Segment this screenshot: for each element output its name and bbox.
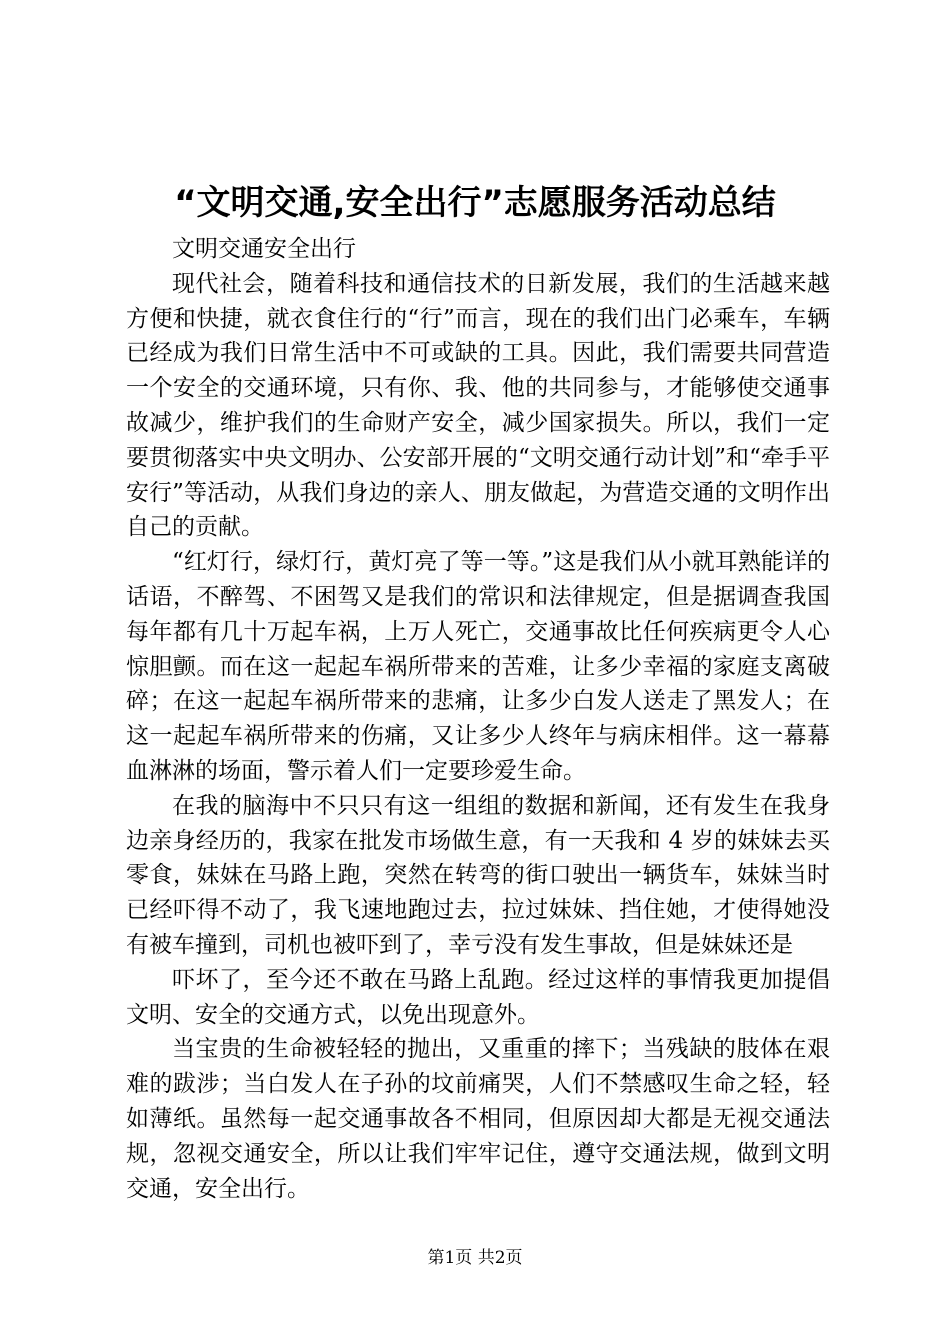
paragraph: “红灯行，绿灯行，黄灯亮了等一等。”这是我们从小就耳熟能详的话语，不醉驾、不困驾又是我们的常识和法律规定，但是据调查我国每年都有几十万起车祸，上万人死亡，交通事故比任何疾病更令人心惊胆颤。而在这一起起车祸所带来的苦难，让多少幸福的家庭支离破碎；在这一起起车祸所带来的悲痛，让多少白发人送走了黑发人；在这一起起车祸所带来的伤痛，又让多少人终年与病床相伴。这一幕幕血淋淋的场面，警示着人们一定要珍爱生命。 — [126, 549, 830, 784]
paragraph: 现代社会，随着科技和通信技术的日新发展，我们的生活越来越方便和快捷，就衣食住行的“行”而言，现在的我们出门必乘车，车辆已经成为我们日常生活中不可或缺的工具。因此，我们需要共同营造一个安全的交通环境，只有你、我、他的共同参与，才能够使交通事故减少，维护我们的生命财产安全，减少国家损失。所以，我们一定要贯彻落实中央文明办、公安部开展的“文明交通行动计划”和“牵手平安行”等活动，从我们身边的亲人、朋友做起，为营造交通的文明作出自己的贡献。 — [126, 270, 830, 541]
paragraph: 当宝贵的生命被轻轻的抛出，又重重的摔下；当残缺的肢体在艰难的跋涉；当白发人在子孙的坟前痛哭，人们不禁感叹生命之轻，轻如薄纸。虽然每一起交通事故各不相同，但原因却大都是无视交通法规，忽视交通安全，所以让我们牢牢记住，遵守交通法规，做到文明交通，安全出行。 — [126, 1036, 830, 1202]
document-subtitle: 文明交通安全出行 — [172, 236, 356, 262]
paragraph: 在我的脑海中不只只有这一组组的数据和新闻，还有发生在我身边亲身经历的，我家在批发市场做生意，有一天我和 4 岁的妹妹去买零食，妹妹在马路上跑，突然在转弯的街口驶出一辆货车，妹妹当时已经吓得不动了，我飞速地跑过去，拉过妹妹、挡住她，才使得她没有被车撞到，司机也被吓到了，幸亏没有发生事故，但是妹妹还是 — [126, 792, 830, 958]
page-footer: 第1页 共2页 — [427, 1248, 523, 1268]
paragraph: 吓坏了，至今还不敢在马路上乱跑。经过这样的事情我更加提倡文明、安全的交通方式，以免出现意外。 — [126, 966, 830, 1028]
document-title: “文明交通,安全出行”志愿服务活动总结 — [174, 183, 776, 223]
document-body — [126, 232, 830, 1206]
